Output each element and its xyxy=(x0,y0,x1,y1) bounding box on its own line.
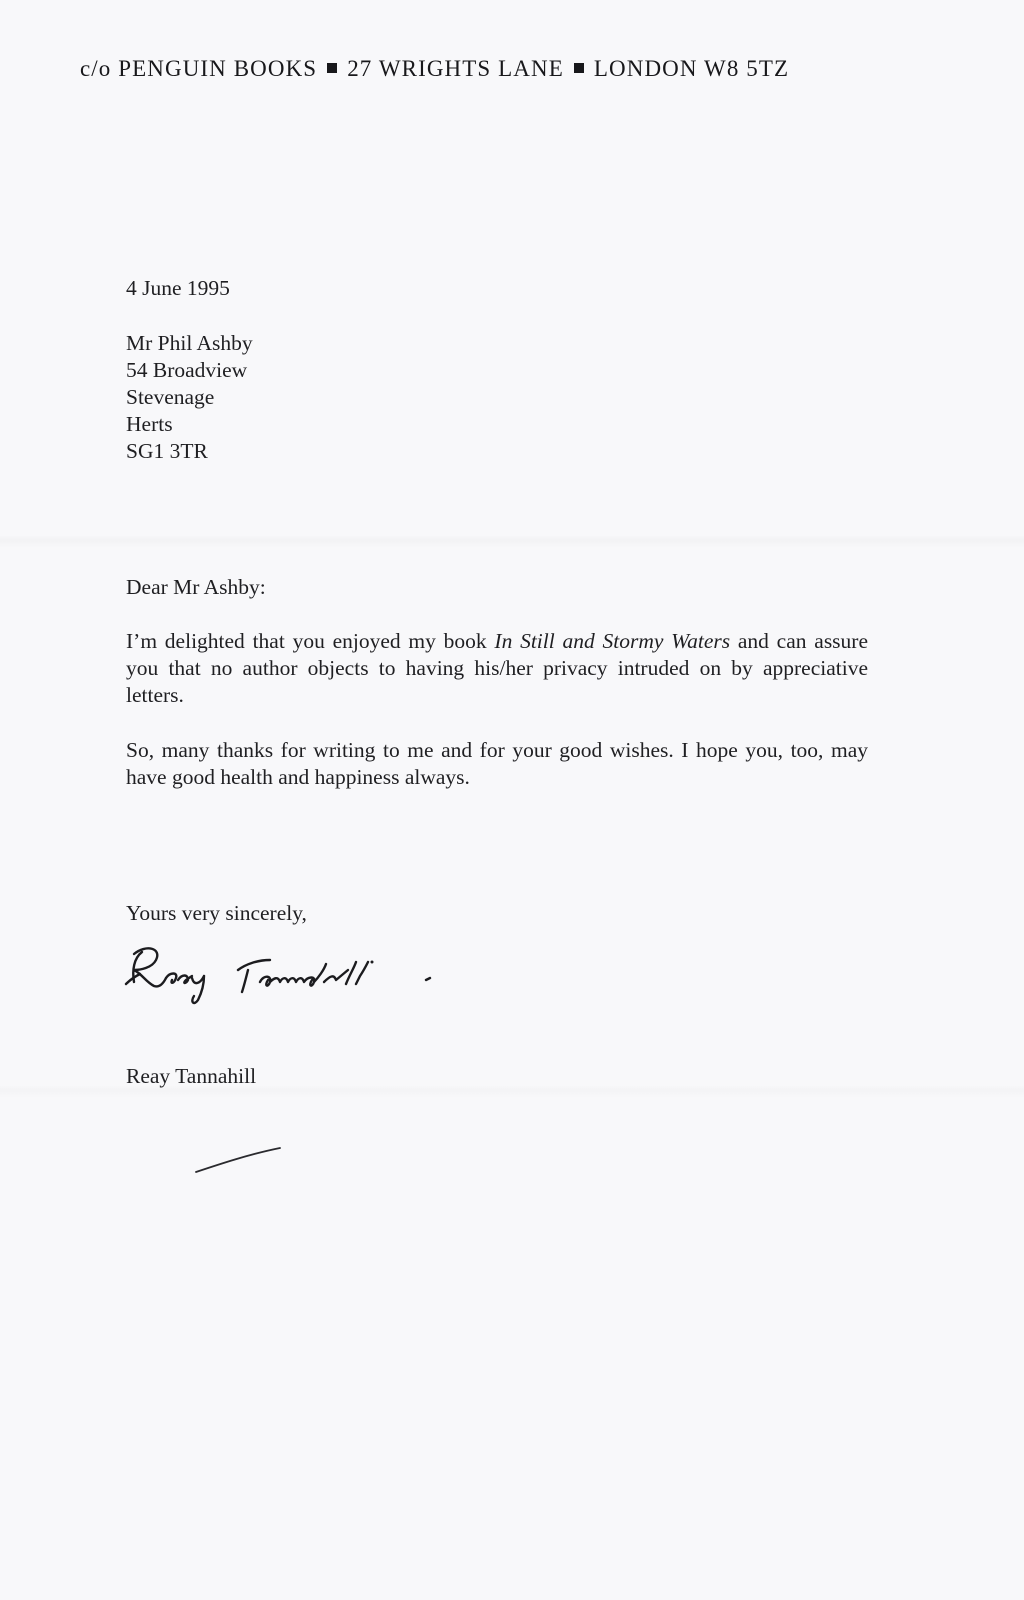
recipient-county: Herts xyxy=(126,412,173,436)
body-paragraph-1 xyxy=(126,628,868,709)
square-bullet-icon xyxy=(327,63,337,73)
recipient-name: Mr Phil Ashby xyxy=(126,331,253,355)
letterhead-publisher: c/o PENGUIN BOOKS xyxy=(80,56,318,81)
recipient-address xyxy=(126,330,253,465)
recipient-town: Stevenage xyxy=(126,385,215,409)
recipient-postcode: SG1 3TR xyxy=(126,439,208,463)
closing: Yours very sincerely, xyxy=(126,901,307,925)
letter-date: 4 June 1995 xyxy=(126,276,230,300)
salutation: Dear Mr Ashby: xyxy=(126,575,266,599)
para1-text-end: and can assure you that no author objects to having his/her privacy intruded on by appreciative letters. xyxy=(126,629,869,707)
handwritten-signature xyxy=(120,940,480,1010)
recipient-street: 54 Broadview xyxy=(126,358,248,382)
body-paragraph-2: So, many thanks for writing to me and for your good wishes. I hope you, too, may have good health and happiness always. xyxy=(126,738,868,789)
letterhead-city: LONDON W8 5TZ xyxy=(593,56,790,81)
letterhead-street: 27 WRIGHTS LANE xyxy=(347,56,564,81)
pen-mark-icon xyxy=(190,1140,290,1180)
letterhead xyxy=(80,56,940,82)
para1-text-start: I’m delighted that you enjoyed my book xyxy=(126,629,495,653)
book-title: In Still and Stormy Waters xyxy=(494,629,731,653)
square-bullet-icon xyxy=(574,63,584,73)
signer-name: Reay Tannahill xyxy=(126,1064,257,1088)
